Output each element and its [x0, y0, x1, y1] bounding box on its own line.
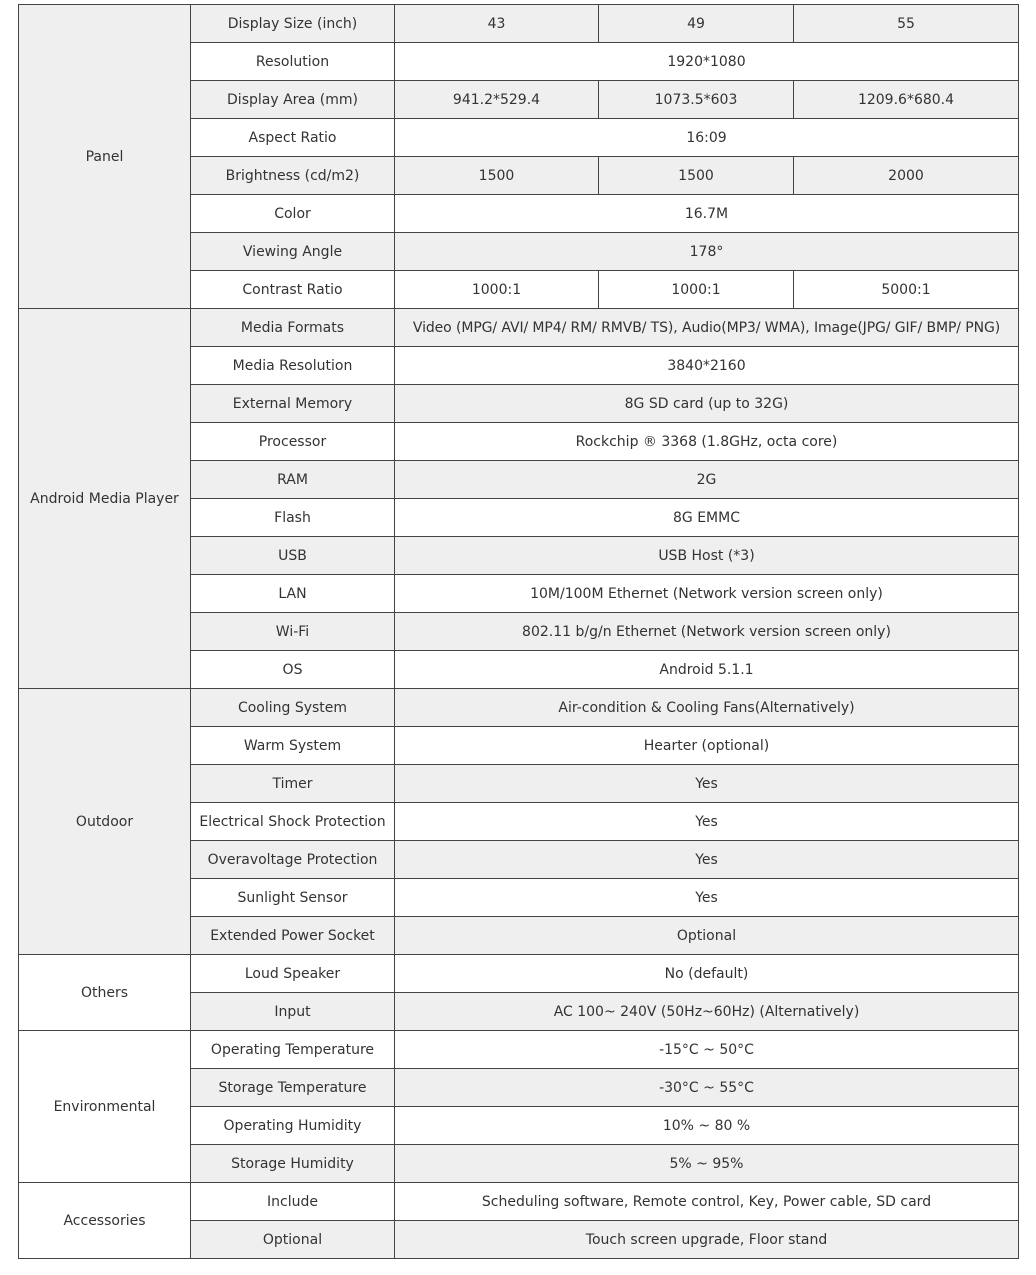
cell-value: 49: [599, 5, 794, 43]
cell-value: 5% ~ 95%: [395, 1145, 1019, 1183]
cell-value: 2G: [395, 461, 1019, 499]
cell-value: 43: [395, 5, 599, 43]
row-label: Viewing Angle: [191, 233, 395, 271]
cell-value: 1000:1: [599, 271, 794, 309]
cell-value: No (default): [395, 955, 1019, 993]
cell-value: USB Host (*3): [395, 537, 1019, 575]
cell-value: Android 5.1.1: [395, 651, 1019, 689]
row-label: Display Area (mm): [191, 81, 395, 119]
cell-value: Touch screen upgrade, Floor stand: [395, 1221, 1019, 1259]
row-label: Contrast Ratio: [191, 271, 395, 309]
cell-value: -30°C ~ 55°C: [395, 1069, 1019, 1107]
cell-value: Yes: [395, 803, 1019, 841]
cell-value: 1000:1: [395, 271, 599, 309]
row-label: External Memory: [191, 385, 395, 423]
cell-value: Air-condition & Cooling Fans(Alternatively): [395, 689, 1019, 727]
row-label: Media Formats: [191, 309, 395, 347]
row-label: Sunlight Sensor: [191, 879, 395, 917]
row-label: Extended Power Socket: [191, 917, 395, 955]
row-label: Cooling System: [191, 689, 395, 727]
cell-value: 10M/100M Ethernet (Network version screen only): [395, 575, 1019, 613]
group-label-outdoor: Outdoor: [19, 689, 191, 955]
group-label-accessories: Accessories: [19, 1183, 191, 1259]
row-label: Color: [191, 195, 395, 233]
cell-value: 2000: [794, 157, 1019, 195]
cell-value: Optional: [395, 917, 1019, 955]
cell-value: 3840*2160: [395, 347, 1019, 385]
cell-value: 1500: [395, 157, 599, 195]
cell-value: Yes: [395, 879, 1019, 917]
cell-value: 8G EMMC: [395, 499, 1019, 537]
row-label: Optional: [191, 1221, 395, 1259]
cell-value: 1209.6*680.4: [794, 81, 1019, 119]
row-label: Storage Temperature: [191, 1069, 395, 1107]
cell-value: Yes: [395, 841, 1019, 879]
table-row: [19, 1031, 1019, 1069]
cell-value: 8G SD card (up to 32G): [395, 385, 1019, 423]
row-label: Operating Humidity: [191, 1107, 395, 1145]
row-label: Overavoltage Protection: [191, 841, 395, 879]
cell-value: 802.11 b/g/n Ethernet (Network version screen only): [395, 613, 1019, 651]
row-label: Include: [191, 1183, 395, 1221]
table-row: [19, 955, 1019, 993]
cell-value: 10% ~ 80 %: [395, 1107, 1019, 1145]
table-row: [19, 1183, 1019, 1221]
row-label: Processor: [191, 423, 395, 461]
cell-value: 16.7M: [395, 195, 1019, 233]
group-label-environmental: Environmental: [19, 1031, 191, 1183]
row-label: Aspect Ratio: [191, 119, 395, 157]
cell-value: Video (MPG/ AVI/ MP4/ RM/ RMVB/ TS), Audio(MP3/ WMA), Image(JPG/ GIF/ BMP/ PNG): [395, 309, 1019, 347]
cell-value: -15°C ~ 50°C: [395, 1031, 1019, 1069]
row-label: Flash: [191, 499, 395, 537]
row-label: Media Resolution: [191, 347, 395, 385]
row-label: OS: [191, 651, 395, 689]
table-row: [19, 309, 1019, 347]
cell-value: Rockchip ® 3368 (1.8GHz, octa core): [395, 423, 1019, 461]
row-label: LAN: [191, 575, 395, 613]
group-label-android-media-player: Android Media Player: [19, 309, 191, 689]
row-label: Warm System: [191, 727, 395, 765]
row-label: Wi-Fi: [191, 613, 395, 651]
cell-value: 1073.5*603: [599, 81, 794, 119]
cell-value: 16:09: [395, 119, 1019, 157]
row-label: Electrical Shock Protection: [191, 803, 395, 841]
group-label-others: Others: [19, 955, 191, 1031]
cell-value: Hearter (optional): [395, 727, 1019, 765]
cell-value: Scheduling software, Remote control, Key, Power cable, SD card: [395, 1183, 1019, 1221]
row-label: Display Size (inch): [191, 5, 395, 43]
cell-value: 55: [794, 5, 1019, 43]
row-label: Storage Humidity: [191, 1145, 395, 1183]
cell-value: 1500: [599, 157, 794, 195]
group-label-panel: Panel: [19, 5, 191, 309]
cell-value: 941.2*529.4: [395, 81, 599, 119]
cell-value: 5000:1: [794, 271, 1019, 309]
row-label: USB: [191, 537, 395, 575]
spec-table: [18, 4, 1019, 1259]
row-label: Operating Temperature: [191, 1031, 395, 1069]
table-row: [19, 5, 1019, 43]
row-label: RAM: [191, 461, 395, 499]
row-label: Timer: [191, 765, 395, 803]
row-label: Brightness (cd/m2): [191, 157, 395, 195]
row-label: Loud Speaker: [191, 955, 395, 993]
cell-value: Yes: [395, 765, 1019, 803]
cell-value: 178°: [395, 233, 1019, 271]
table-row: [19, 689, 1019, 727]
row-label: Resolution: [191, 43, 395, 81]
row-label: Input: [191, 993, 395, 1031]
cell-value: AC 100~ 240V (50Hz~60Hz) (Alternatively): [395, 993, 1019, 1031]
cell-value: 1920*1080: [395, 43, 1019, 81]
